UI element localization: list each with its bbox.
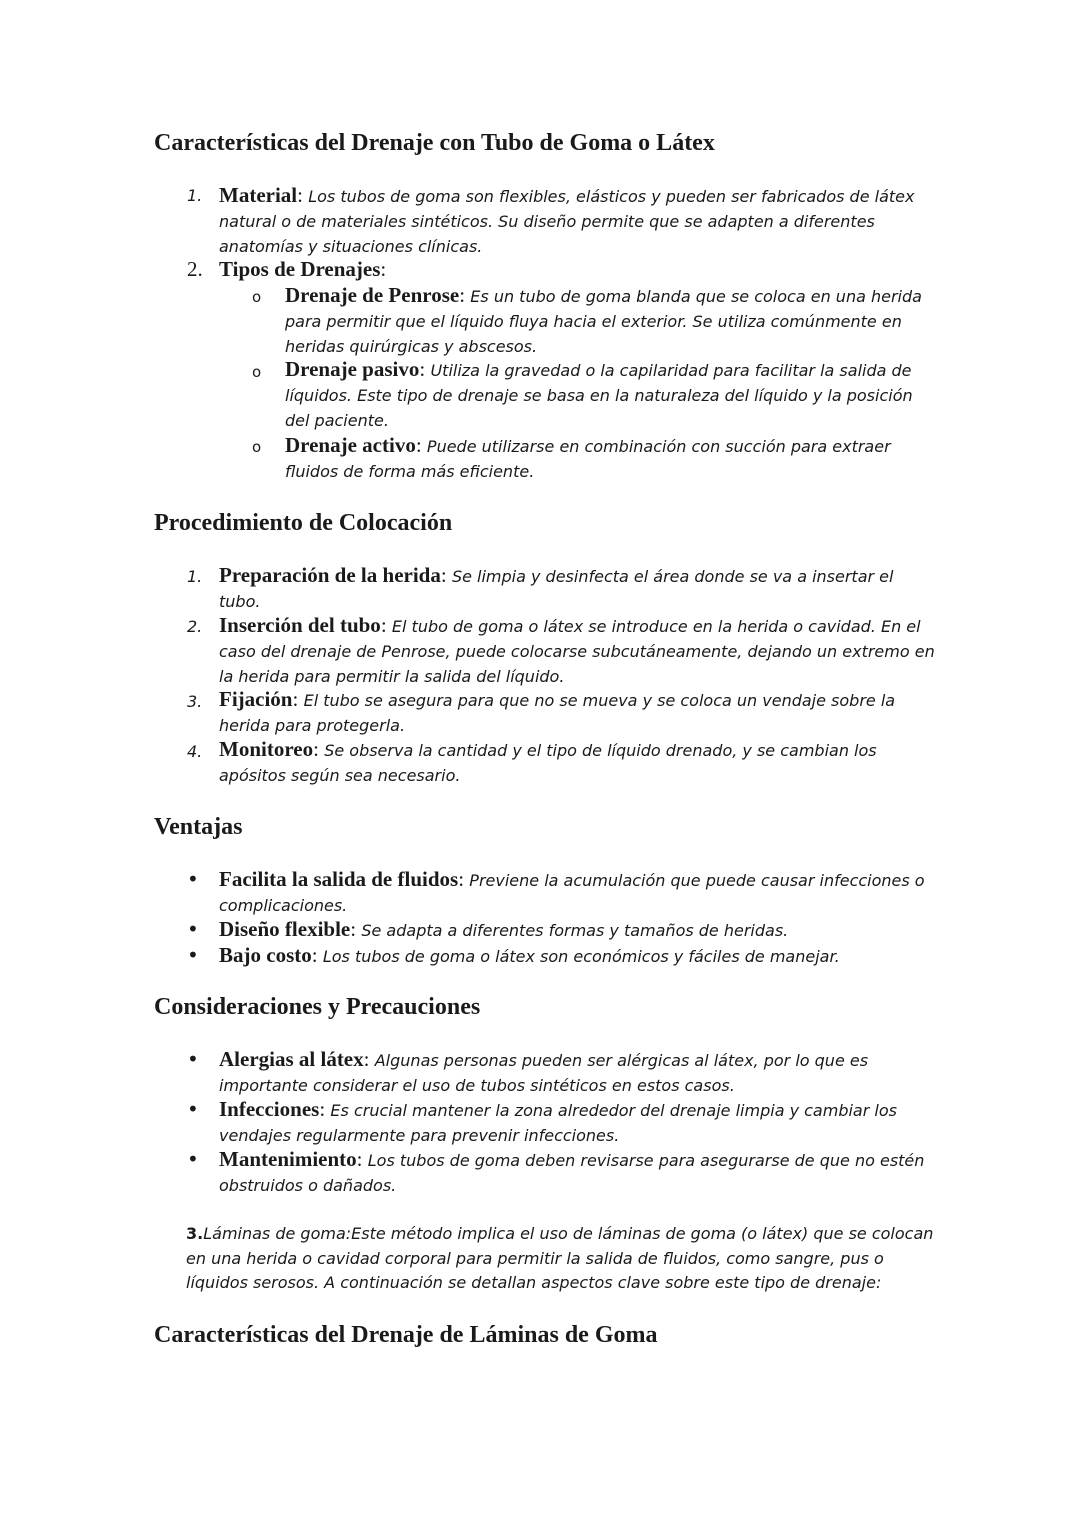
list-number: 1. — [187, 567, 203, 586]
laminas-paragraph — [186, 1222, 936, 1296]
description: Se adapta a diferentes formas y tamaños de heridas. — [361, 921, 789, 940]
section-heading-consideraciones: Consideraciones y Precauciones — [154, 994, 481, 1020]
term: Preparación de la herida — [219, 563, 441, 587]
term: Mantenimiento — [219, 1147, 357, 1171]
term: Drenaje de Penrose — [285, 283, 460, 307]
list-item-infecciones: Infecciones: Es crucial mantener la zona alrededor del drenaje limpia y cambiar los vendajes regularmente para prevenir infecciones. — [219, 1097, 897, 1145]
list-item-diseno: Diseño flexible: Se adapta a diferentes formas y tamaños de heridas. — [219, 917, 789, 941]
term: Inserción del tubo — [219, 613, 381, 637]
paragraph-text: Láminas de goma:Este método implica el uso de láminas de goma (o látex) que se colocan en una herida o cavidad corporal para permitir la salida de fluidos, como sangre, pus o líquidos serosos. A continuación se detallan aspectos clave sobre este tipo de drenaje: — [186, 1224, 934, 1292]
list-item-fijacion: Fijación: El tubo se asegura para que no se mueva y se coloca un vendaje sobre la herida para protegerla. — [219, 687, 896, 735]
term: Monitoreo — [219, 737, 314, 761]
bullet-icon: • — [187, 943, 199, 967]
circle-bullet-icon: o — [252, 363, 262, 381]
description: Algunas personas pueden ser alérgicas al látex, por lo que es importante considerar el uso de tubos sintéticos en estos casos. — [219, 1051, 869, 1095]
description: Se observa la cantidad y el tipo de líquido drenado, y se cambian los apósitos según sea necesario. — [219, 741, 877, 785]
sub-item-penrose: Drenaje de Penrose: Es un tubo de goma blanda que se coloca en una herida para permitir que el líquido fluya hacia el exterior. Se utiliza comúnmente en heridas quirúrgicas y abscesos. — [285, 283, 922, 356]
list-item-tipos-de-drenajes: Tipos de Drenajes: — [219, 257, 387, 281]
section-heading-ventajas: Ventajas — [154, 814, 243, 840]
list-item-monitoreo: Monitoreo: Se observa la cantidad y el tipo de líquido drenado, y se cambian los apósitos según sea necesario. — [219, 737, 877, 785]
list-number: 2. — [187, 257, 203, 281]
description: El tubo se asegura para que no se mueva y se coloca un vendaje sobre la herida para protegerla. — [219, 691, 896, 735]
term: Diseño flexible — [219, 917, 351, 941]
description: Los tubos de goma o látex son económicos y fáciles de manejar. — [322, 947, 840, 966]
description: Es crucial mantener la zona alrededor del drenaje limpia y cambiar los vendajes regularmente para prevenir infecciones. — [219, 1101, 897, 1145]
paragraph-number: 3. — [186, 1224, 204, 1243]
description: Los tubos de goma son flexibles, elásticos y pueden ser fabricados de látex natural o de materiales sintéticos. Su diseño permite que se adapten a diferentes anatomías y situaciones clínicas. — [219, 187, 915, 256]
term: Infecciones — [219, 1097, 320, 1121]
list-item-mantenimiento: Mantenimiento: Los tubos de goma deben revisarse para asegurarse de que no estén obstruidos o dañados. — [219, 1147, 925, 1195]
list-item-material: Material: Los tubos de goma son flexibles, elásticos y pueden ser fabricados de látex natural o de materiales sintéticos. Su diseño permite que se adapten a diferentes anatomías y situaciones clínicas. — [219, 183, 915, 256]
term: Alergias al látex — [219, 1047, 364, 1071]
sub-item-activo: Drenaje activo: Puede utilizarse en combinación con succión para extraer fluidos de forma más eficiente. — [285, 433, 891, 481]
term: Drenaje pasivo — [285, 357, 420, 381]
bullet-icon: • — [187, 1097, 199, 1121]
list-number: 4. — [187, 742, 203, 761]
list-number: 1. — [187, 186, 203, 205]
list-number: 3. — [187, 692, 203, 711]
circle-bullet-icon: o — [252, 288, 262, 306]
section-heading-laminas: Características del Drenaje de Láminas de Goma — [154, 1322, 658, 1348]
bullet-icon: • — [187, 1047, 199, 1071]
sub-item-pasivo: Drenaje pasivo: Utiliza la gravedad o la capilaridad para facilitar la salida de líquidos. Este tipo de drenaje se basa en la naturaleza del líquido y la posición del paciente. — [285, 357, 913, 430]
list-item-facilita: Facilita la salida de fluidos: Previene la acumulación que puede causar infecciones o complicaciones. — [219, 867, 925, 915]
term: Facilita la salida de fluidos — [219, 867, 459, 891]
list-item-preparacion: Preparación de la herida: Se limpia y desinfecta el área donde se va a insertar el tubo. — [219, 563, 894, 611]
description: Utiliza la gravedad o la capilaridad para facilitar la salida de líquidos. Este tipo de drenaje se basa en la naturaleza del líquido y la posición del paciente. — [285, 361, 913, 430]
bullet-icon: • — [187, 917, 199, 941]
list-item-insercion: Inserción del tubo: El tubo de goma o látex se introduce en la herida o cavidad. En el caso del drenaje de Penrose, puede colocarse subcutáneamente, dejando un extremo en la herida para permitir la salida del líquido. — [219, 613, 935, 686]
description: El tubo de goma o látex se introduce en la herida o cavidad. En el caso del drenaje de Penrose, puede colocarse subcutáneamente, dejando un extremo en la herida para permitir la salida del líquido. — [219, 617, 935, 686]
list-item-alergias: Alergias al látex: Algunas personas pueden ser alérgicas al látex, por lo que es importante considerar el uso de tubos sintéticos en estos casos. — [219, 1047, 869, 1095]
term: Drenaje activo — [285, 433, 416, 457]
description: Puede utilizarse en combinación con succión para extraer fluidos de forma más eficiente. — [285, 437, 891, 481]
term: Bajo costo — [219, 943, 312, 967]
list-item-bajo-costo: Bajo costo: Los tubos de goma o látex son económicos y fáciles de manejar. — [219, 943, 840, 967]
list-number: 2. — [187, 617, 203, 636]
term: Material — [219, 183, 298, 207]
circle-bullet-icon: o — [252, 438, 262, 456]
description: Previene la acumulación que puede causar infecciones o complicaciones. — [219, 871, 925, 915]
term: Fijación — [219, 687, 293, 711]
bullet-icon: • — [187, 867, 199, 891]
description: Los tubos de goma deben revisarse para asegurarse de que no estén obstruidos o dañados. — [219, 1151, 925, 1195]
description: Se limpia y desinfecta el área donde se va a insertar el tubo. — [219, 567, 894, 611]
section-heading-procedimiento: Procedimiento de Colocación — [154, 510, 453, 536]
bullet-icon: • — [187, 1147, 199, 1171]
section-heading-tubo: Características del Drenaje con Tubo de Goma o Látex — [154, 130, 715, 156]
term: Tipos de Drenajes — [219, 257, 381, 281]
description: Es un tubo de goma blanda que se coloca en una herida para permitir que el líquido fluya hacia el exterior. Se utiliza comúnmente en heridas quirúrgicas y abscesos. — [285, 287, 922, 356]
